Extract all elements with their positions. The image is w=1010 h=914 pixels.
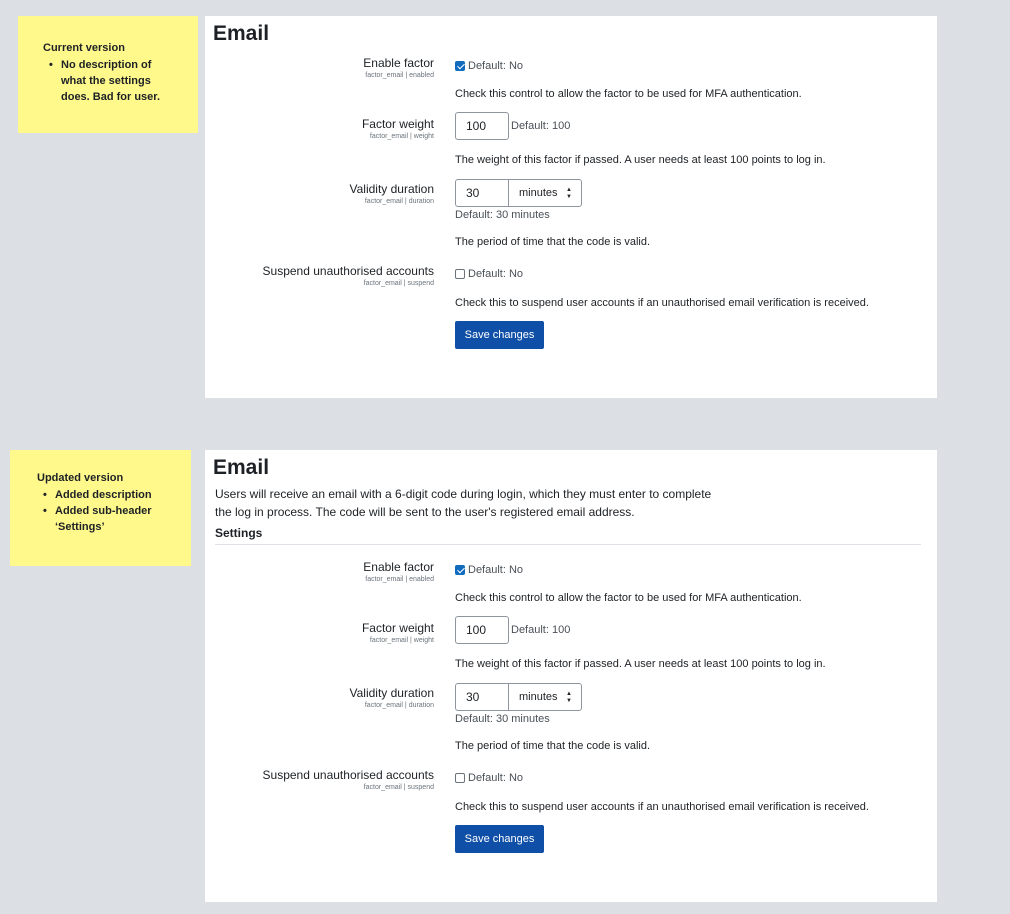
default-text: Default: 30 minutes	[455, 713, 550, 725]
setting-key: factor_email | weight	[369, 133, 434, 140]
select-value: minutes	[519, 691, 558, 703]
default-text: Default: 100	[511, 120, 571, 132]
setting-key: factor_email | enabled	[365, 72, 434, 79]
setting-name: Enable factor	[363, 56, 434, 70]
suspend-checkbox[interactable]	[455, 269, 465, 279]
setting-name: Enable factor	[363, 560, 434, 574]
setting-label	[362, 621, 434, 646]
settings-panel-current	[205, 16, 937, 398]
help-text: Check this to suspend user accounts if an unauthorised email verification is received.	[455, 801, 869, 813]
setting-key: factor_email | duration	[364, 198, 434, 205]
duration-unit-select[interactable]	[508, 683, 582, 711]
help-text: The weight of this factor if passed. A user needs at least 100 points to log in.	[455, 154, 826, 166]
note-current-version	[18, 16, 198, 133]
note-list	[37, 487, 167, 535]
factor-weight-control	[455, 112, 655, 140]
suspend-control	[455, 771, 523, 785]
factor-weight-input[interactable]: 100	[455, 112, 509, 140]
help-text: Check this to suspend user accounts if an unauthorised email verification is received.	[455, 297, 869, 309]
setting-name: Suspend unauthorised accounts	[262, 264, 434, 278]
help-text: Check this control to allow the factor to be used for MFA authentication.	[455, 592, 802, 604]
setting-label	[263, 264, 434, 289]
setting-key: factor_email | suspend	[363, 784, 434, 791]
default-text: Default: 100	[511, 624, 571, 636]
setting-key: factor_email | suspend	[363, 280, 434, 287]
setting-name: Validity duration	[349, 686, 434, 700]
help-text: Check this control to allow the factor to be used for MFA authentication.	[455, 88, 802, 100]
factor-description	[215, 485, 711, 521]
duration-value-input[interactable]: 30	[455, 683, 509, 711]
note-title: Updated version	[37, 472, 124, 484]
setting-label	[362, 117, 434, 142]
duration-value-input[interactable]: 30	[455, 179, 509, 207]
setting-key: factor_email | enabled	[365, 576, 434, 583]
help-text: The period of time that the code is valid.	[455, 236, 651, 248]
enable-factor-control	[455, 563, 523, 577]
description-line: Users will receive an email with a 6-digit code during login, which they must enter to complete	[215, 487, 712, 501]
setting-name: Factor weight	[361, 621, 434, 635]
save-changes-button[interactable]: Save changes	[455, 321, 544, 349]
default-text: Default: No	[468, 268, 524, 280]
setting-name: Suspend unauthorised accounts	[262, 768, 434, 782]
setting-label	[263, 768, 434, 793]
save-changes-button[interactable]: Save changes	[455, 825, 544, 853]
note-list	[43, 57, 163, 105]
suspend-control	[455, 267, 523, 281]
select-value: minutes	[519, 187, 558, 199]
help-text: The period of time that the code is valid.	[455, 740, 651, 752]
note-item: • Added sub-header ‘Settings’	[37, 503, 167, 535]
description-line: the log in process. The code will be sent to the user's registered email address.	[215, 505, 635, 519]
suspend-checkbox[interactable]	[455, 773, 465, 783]
setting-key: factor_email | weight	[369, 637, 434, 644]
setting-label	[350, 182, 435, 207]
default-text: Default: No	[468, 60, 524, 72]
note-item: • No description of what the settings does. Bad for user.	[43, 57, 163, 105]
help-text: The weight of this factor if passed. A user needs at least 100 points to log in.	[455, 658, 826, 670]
settings-panel-updated	[205, 450, 937, 902]
default-text: Default: No	[468, 772, 524, 784]
factor-weight-control	[455, 616, 655, 644]
enable-factor-checkbox[interactable]	[455, 61, 465, 71]
note-title: Current version	[43, 42, 125, 54]
setting-key: factor_email | duration	[364, 702, 434, 709]
default-text: Default: 30 minutes	[455, 209, 550, 221]
validity-duration-control	[455, 179, 655, 223]
note-item: • Added description	[37, 487, 167, 503]
setting-name: Factor weight	[361, 117, 434, 131]
sort-caret-icon: ▲ ▼	[566, 691, 572, 704]
sort-caret-icon: ▲ ▼	[566, 187, 572, 200]
setting-name: Validity duration	[349, 182, 434, 196]
setting-label	[350, 686, 435, 711]
enable-factor-control	[455, 59, 523, 73]
note-updated-version	[10, 450, 191, 566]
duration-unit-select[interactable]	[508, 179, 582, 207]
factor-weight-input[interactable]: 100	[455, 616, 509, 644]
settings-subheader: Settings	[215, 525, 921, 545]
page-title: Email	[213, 22, 270, 45]
page-title: Email	[213, 456, 270, 479]
default-text: Default: No	[468, 564, 524, 576]
setting-label	[363, 560, 434, 585]
setting-label	[363, 56, 434, 81]
enable-factor-checkbox[interactable]	[455, 565, 465, 575]
validity-duration-control	[455, 683, 655, 727]
